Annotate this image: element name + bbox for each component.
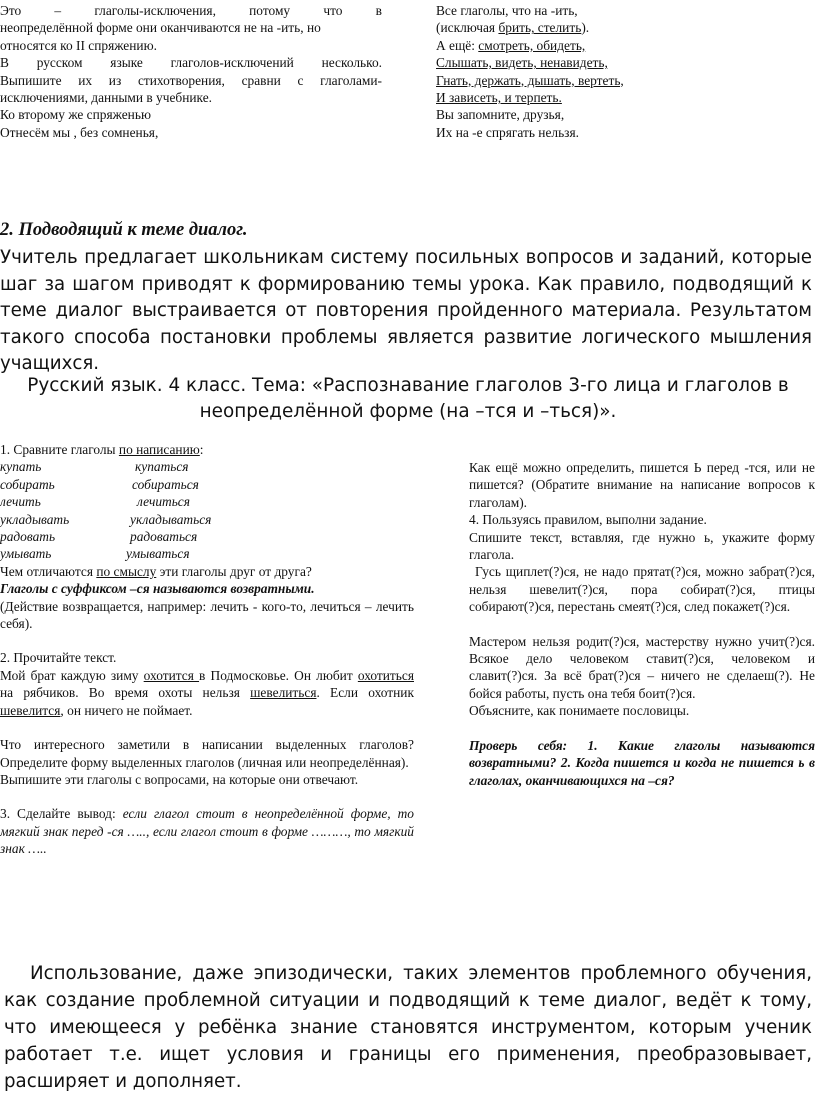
poem-right-line: Слышать, видеть, ненавидеть, — [436, 55, 608, 71]
text-span: эти глаголы друг от друга? — [156, 563, 312, 579]
verb-reflexive: укладываться — [130, 511, 212, 527]
task-1-title — [0, 441, 414, 458]
verb-reflexive: умываться — [126, 546, 190, 562]
verb-pair-row — [0, 511, 414, 528]
text-span: (исключая — [436, 20, 499, 36]
highlighted-verb: охотиться — [357, 667, 414, 683]
task-4-instruction: Спишите текст, вставляя, где нужно ь, укажите форму глагола. — [469, 529, 815, 563]
section-heading: 2. Подводящий к теме диалог. — [0, 220, 248, 240]
poem-left-line: Выпишите их из стихотворения, сравни с глаголами- — [0, 72, 382, 88]
proverbs-exercise: Мастером нельзя родит(?)ся, мастерству нужно учит(?)ся. Всякое дело человеком ставит(?)ся, человеком и славит(?)ся. За всё брат(?)ся – ничего не сделаеш(?). Не бойся работы, пусть она тебя боит(?)ся. — [469, 633, 815, 701]
highlighted-verb: шевелиться — [250, 685, 317, 701]
right-question: Как ещё можно определить, пишется Ь перед -тся, или не пишется? (Обратите внимание на написание вопросов к глаголам). — [469, 460, 815, 510]
verb-pair-row — [0, 545, 414, 562]
text-span: 3. Сделайте вывод: — [0, 806, 123, 822]
task-4-exercise: Гусь щиплет(?)ся, не надо прятат(?)ся, можно забрат(?)ся, нельзя шевелит(?)ся, пора собират(?)ся, птицы собирают(?)ся, перестань смеят(?)ся, след покажет(?)ся. — [469, 564, 815, 615]
conclusion-paragraph: Использование, даже эпизодически, таких элементов проблемного обучения, как создание проблемной ситуации и подводящий к теме диалог, ведёт к тому, что имеющееся у ребёнка знание становятся инструментом, которым ученик работает т.е. ищет условия и границы его применения, преобразовывает, расширяет и дополняет. — [4, 963, 812, 1092]
verb-pair-row — [0, 476, 414, 493]
poem-right-line — [436, 37, 806, 54]
poem-right-block — [436, 2, 806, 141]
task-2-instruction: Выпишите эти глаголы с вопросами, на которые они отвечают. — [0, 771, 359, 787]
verb-base: умывать — [0, 546, 52, 562]
right-column — [469, 459, 815, 789]
underlined-verbs: брить, стелить — [498, 20, 582, 36]
conclusion-template: если глагол стоит в неопределённой форме, то мягкий знак перед -ся ….., если глагол стоит в форме ………, то мягкий знак ….. — [0, 806, 414, 857]
poem-left-line: Ко второму же спряженью — [0, 107, 151, 123]
poem-right-line: Гнать, держать, дышать, вертеть, — [436, 72, 624, 88]
text-span: : — [199, 442, 204, 457]
highlighted-verb: шевелится — [0, 702, 61, 718]
underlined-phrase: по написанию — [118, 442, 200, 457]
poem-right-line: Вы запомните, друзья, — [436, 107, 565, 123]
verb-base: радовать — [0, 529, 56, 545]
verb-pair-row — [0, 458, 414, 475]
text-span: ). — [581, 20, 590, 36]
task-3-conclusion — [0, 805, 414, 857]
text-span: , он ничего не поймает. — [60, 702, 193, 718]
task-2-question: Что интересного заметили в написании выделенных глаголов? Определите форму выделенных глаголов (личная или неопределённая). — [0, 737, 414, 770]
task-2-title: 2. Прочитайте текст. — [0, 650, 117, 666]
poem-right-line: Все глаголы, что на -ить, — [436, 3, 578, 18]
verb-base: укладывать — [0, 511, 70, 527]
poem-left-line: Отнесём мы , без сомненья, — [0, 124, 159, 140]
task-2-text — [0, 667, 414, 719]
highlighted-verb: охотится — [143, 667, 200, 683]
underlined-verbs: смотреть, обидеть, — [478, 37, 586, 53]
poem-left-line: неопределённой форме они оканчиваются не на -ить, но — [0, 20, 321, 36]
poem-right-line: Их на -е спрягать нельзя. — [436, 124, 579, 140]
verb-pair-row — [0, 493, 414, 510]
verb-reflexive: купаться — [135, 459, 189, 475]
proverbs-instruction: Объясните, как понимаете пословицы. — [469, 703, 690, 719]
poem-right-line: И зависеть, и терпеть. — [436, 90, 562, 106]
reflexive-note: (Действие возвращается, например: лечить - кого-то, лечиться – лечить себя). — [0, 598, 414, 632]
verb-base: купать — [0, 459, 42, 475]
poem-left-line: исключениями, данными в учебнике. — [0, 90, 213, 106]
verb-pairs — [0, 458, 414, 562]
underlined-phrase: по смыслу — [96, 563, 157, 579]
lesson-title-line: неопределённой форме (на –тся и –ться)». — [199, 401, 617, 422]
verb-pair-row — [0, 528, 414, 545]
reflexive-rule: Глаголы с суффиксом –ся называются возвратными. — [0, 581, 315, 597]
poem-left-line: относятся ко II спряжению. — [0, 37, 157, 53]
poem-left-block — [0, 2, 382, 141]
task-4-title: 4. Пользуясь правилом, выполни задание. — [469, 512, 707, 528]
text-span: . Если охотник — [316, 685, 414, 701]
left-column — [0, 441, 414, 858]
text-span: Мой брат каждую зиму — [0, 667, 144, 683]
verb-reflexive: лечиться — [137, 494, 190, 510]
task-1-question — [0, 563, 414, 580]
verb-base: лечить — [0, 494, 41, 510]
text-span: в Подмосковье. Он любит — [199, 667, 358, 683]
text-span: Чем отличаются — [0, 563, 97, 579]
section-paragraph: Учитель предлагает школьникам систему посильных вопросов и заданий, которые шаг за шагом приводят к формированию темы урока. Как правило, подводящий к теме диалог выстраивается от повторения пройденного материала. Результатом такого способа постановки проблемы является развитие логического мышления учащихся. — [0, 247, 812, 374]
lesson-title — [0, 373, 816, 425]
verb-base: собирать — [0, 476, 55, 492]
poem-right-line — [436, 19, 806, 36]
poem-left-line: Это – глаголы-исключения, потому что в — [0, 3, 382, 18]
poem-left-line: В русском языке глаголов-исключений несколько. — [0, 55, 382, 71]
verb-reflexive: собираться — [132, 476, 199, 492]
text-span: А ещё: — [436, 37, 479, 53]
lesson-title-line: Русский язык. 4 класс. Тема: «Распознавание глаголов 3-го лица и глаголов в — [27, 375, 789, 396]
text-span: 1. Сравните глаголы — [0, 442, 119, 457]
verb-reflexive: радоваться — [130, 529, 198, 545]
text-span: на рябчиков. Во время охоты нельзя — [0, 685, 251, 701]
self-check: Проверь себя: 1. Какие глаголы называются возвратными? 2. Когда пишется и когда не пишется ь в глаголах, оканчивающихся на –ся? — [469, 737, 815, 788]
